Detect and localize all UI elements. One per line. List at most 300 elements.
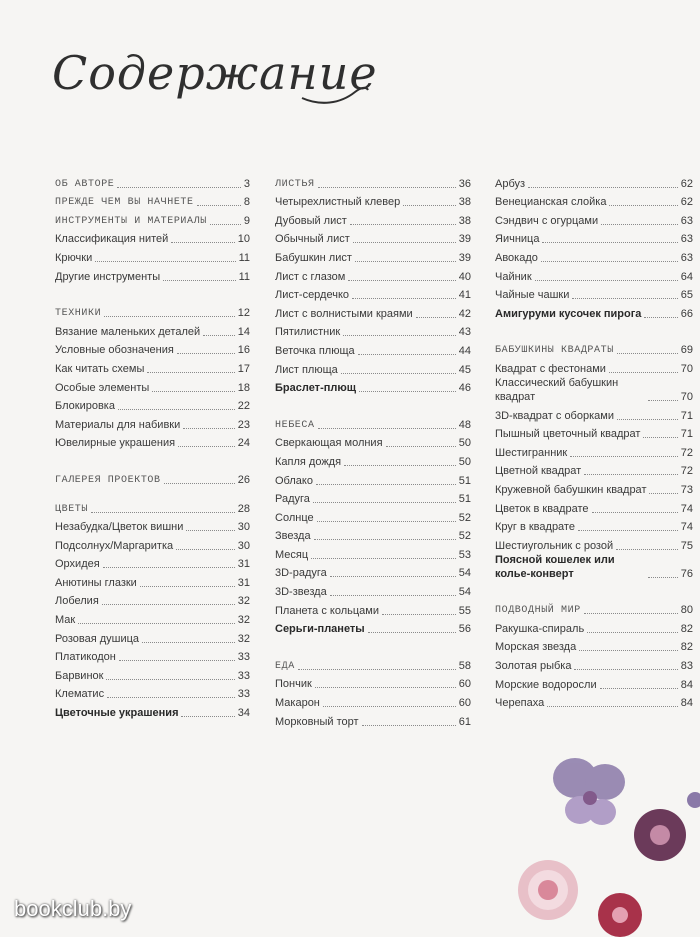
- toc-page-number: 72: [680, 465, 693, 478]
- toc-page-number: 14: [237, 325, 250, 338]
- toc-dot-leader: [315, 687, 456, 688]
- toc-entry: [495, 478, 693, 497]
- toc-entry: [275, 710, 471, 729]
- toc-entry-title: Обычный лист: [275, 233, 350, 246]
- toc-dot-leader: [362, 725, 456, 726]
- toc-page-number: 60: [458, 678, 471, 691]
- toc-entry-title: Шестигранник: [495, 446, 568, 459]
- toc-section-heading: [495, 599, 693, 618]
- toc-page-number: 63: [680, 214, 693, 227]
- toc-entry-title: Чайник: [495, 270, 532, 283]
- toc-entry: [495, 460, 693, 479]
- toc-entry-title: Веточка плюща: [275, 344, 355, 357]
- toc-page-number: 82: [680, 641, 693, 654]
- toc-entry-title: Капля дождя: [275, 455, 342, 468]
- toc-entry: [275, 525, 471, 544]
- toc-entry-title: Морская звезда: [495, 641, 577, 654]
- toc-entry: [495, 228, 693, 247]
- toc-entry: [275, 562, 471, 581]
- toc-dot-leader: [535, 280, 678, 281]
- toc-entry: [55, 376, 250, 395]
- toc-dot-leader: [117, 187, 240, 188]
- toc-entry: [495, 423, 693, 442]
- toc-dot-leader: [644, 317, 677, 318]
- toc-page-number: 55: [458, 604, 471, 617]
- toc-dot-leader: [648, 400, 678, 401]
- toc-dot-leader: [104, 316, 235, 317]
- toc-dot-leader: [617, 353, 678, 354]
- toc-page-number: 62: [680, 196, 693, 209]
- toc-entry: [275, 618, 471, 637]
- toc-page-number: 40: [458, 270, 471, 283]
- toc-dot-leader: [203, 335, 235, 336]
- toc-entry-title: Морковный торт: [275, 715, 359, 728]
- toc-page-number: 42: [458, 307, 471, 320]
- toc-entry: [495, 441, 693, 460]
- toc-page-number: 52: [458, 530, 471, 543]
- toc-entry-title: ЦВЕТЫ: [55, 503, 89, 515]
- toc-entry-title: 3D-квадрат с оборками: [495, 409, 614, 422]
- toc-entry: [55, 395, 250, 414]
- toc-page-number: 61: [458, 715, 471, 728]
- toc-dot-leader: [164, 483, 235, 484]
- toc-entry-title: Особые элементы: [55, 381, 150, 394]
- toc-entry: [275, 580, 471, 599]
- page-title: Содержание: [52, 46, 378, 100]
- toc-dot-leader: [578, 530, 678, 531]
- toc-dot-leader: [118, 409, 235, 410]
- toc-page-number: 69: [680, 344, 693, 357]
- toc-dot-leader: [609, 372, 678, 373]
- toc-entry-title: Солнце: [275, 511, 314, 524]
- toc-entry: [275, 450, 471, 469]
- toc-entry: [495, 209, 693, 228]
- toc-entry: [55, 683, 250, 702]
- toc-entry: [495, 357, 693, 376]
- toc-entry-title: Венецианская слойка: [495, 196, 607, 209]
- toc-page-number: 84: [680, 697, 693, 710]
- toc-entry-title: ЛИСТЬЯ: [275, 178, 315, 190]
- toc-entry: [275, 339, 471, 358]
- toc-page-number: 56: [458, 623, 471, 636]
- toc-entry: [495, 172, 693, 191]
- toc-dot-leader: [316, 484, 456, 485]
- toc-page-number: 8: [243, 196, 250, 209]
- toc-entry: [55, 571, 250, 590]
- toc-entry-title: Серьги-планеты: [275, 623, 365, 636]
- toc-entry: [275, 432, 471, 451]
- toc-section-heading: [55, 302, 250, 321]
- toc-page-number: 48: [458, 418, 471, 431]
- toc-dot-leader: [570, 456, 678, 457]
- toc-section-heading: [275, 654, 471, 673]
- toc-section-heading: [55, 209, 250, 228]
- toc-dot-leader: [106, 679, 234, 680]
- toc-page-number: 82: [680, 622, 693, 635]
- toc-dot-leader: [587, 632, 678, 633]
- toc-dot-leader: [91, 512, 235, 513]
- toc-entry: [55, 534, 250, 553]
- toc-entry: [495, 265, 693, 284]
- toc-dot-leader: [178, 446, 235, 447]
- toc-page-number: 70: [680, 362, 693, 375]
- toc-page-number: 65: [680, 289, 693, 302]
- toc-entry: [495, 673, 693, 692]
- toc-dot-leader: [528, 187, 678, 188]
- toc-entry-title: Пятилистник: [275, 326, 341, 339]
- toc-dot-leader: [382, 614, 456, 615]
- toc-entry: [495, 692, 693, 711]
- toc-page-number: 74: [680, 502, 693, 515]
- toc-spacer: [55, 284, 250, 302]
- toc-dot-leader: [142, 642, 235, 643]
- toc-entry: [495, 654, 693, 673]
- toc-entry-title: Облако: [275, 474, 313, 487]
- toc-entry: [55, 432, 250, 451]
- toc-spacer: [275, 395, 471, 413]
- toc-section-heading: [275, 172, 471, 191]
- toc-spacer: [275, 636, 471, 654]
- toc-entry-title: Кружевной бабушкин квадрат: [495, 483, 647, 496]
- toc-page-number: 50: [458, 437, 471, 450]
- toc-section-heading: [495, 339, 693, 358]
- toc-page-number: 63: [680, 251, 693, 264]
- toc-entry-title: Макарон: [275, 697, 320, 710]
- toc-dot-leader: [181, 716, 234, 717]
- toc-entry-title: Цветок в квадрате: [495, 502, 589, 515]
- toc-page-number: 46: [458, 382, 471, 395]
- toc-dot-leader: [311, 558, 456, 559]
- toc-dot-leader: [542, 242, 677, 243]
- toc-dot-leader: [314, 539, 456, 540]
- toc-page-number: 66: [680, 307, 693, 320]
- toc-dot-leader: [341, 373, 456, 374]
- toc-page-number: 38: [458, 196, 471, 209]
- toc-entry: [275, 228, 471, 247]
- toc-dot-leader: [348, 280, 455, 281]
- toc-entry: [495, 553, 693, 581]
- toc-entry-title: Клематис: [55, 688, 105, 701]
- toc-entry-title: Бабушкин лист: [275, 251, 352, 264]
- toc-dot-leader: [359, 391, 456, 392]
- toc-page-number: 71: [680, 428, 693, 441]
- toc-entry: [495, 246, 693, 265]
- purple-flower-motif: [634, 809, 686, 861]
- toc-dot-leader: [416, 317, 456, 318]
- toc-entry-title: Поясной кошелек или колье-конверт: [495, 553, 615, 580]
- pink-round-motif: [518, 860, 578, 920]
- toc-entry-title: Амигуруми кусочек пирога: [495, 307, 642, 320]
- toc-spacer: [55, 487, 250, 497]
- toc-entry-title: Цветной квадрат: [495, 465, 582, 478]
- toc-entry: [275, 302, 471, 321]
- toc-page-number: 53: [458, 548, 471, 561]
- toc-section-heading: [55, 191, 250, 210]
- toc-page-number: 43: [458, 326, 471, 339]
- toc-dot-leader: [163, 280, 235, 281]
- toc-page-number: 33: [237, 688, 250, 701]
- toc-page-number: 38: [458, 214, 471, 227]
- toc-entry-title: Лист с глазом: [275, 270, 346, 283]
- toc-entry: [55, 627, 250, 646]
- toc-dot-leader: [648, 577, 678, 578]
- toc-page-number: 63: [680, 233, 693, 246]
- toc-entry-title: Месяц: [275, 548, 309, 561]
- toc-entry: [275, 543, 471, 562]
- toc-page-number: 62: [680, 177, 693, 190]
- toc-entry: [495, 404, 693, 423]
- toc-page-number: 58: [458, 659, 471, 672]
- toc-dot-leader: [541, 261, 678, 262]
- toc-dot-leader: [643, 437, 677, 438]
- toc-dot-leader: [358, 354, 456, 355]
- toc-entry: [55, 664, 250, 683]
- toc-dot-leader: [343, 335, 456, 336]
- toc-entry-title: Мак: [55, 614, 76, 627]
- toc-page-number: 84: [680, 678, 693, 691]
- toc-section-heading: [55, 468, 250, 487]
- toc-entry-title: Лобелия: [55, 595, 99, 608]
- toc-page-number: 26: [237, 473, 250, 486]
- toc-entry-title: Планета с кольцами: [275, 604, 380, 617]
- butterfly-motif: [553, 758, 625, 825]
- toc-dot-leader: [183, 428, 235, 429]
- toc-dot-leader: [547, 706, 677, 707]
- toc-dot-leader: [584, 474, 678, 475]
- toc-dot-leader: [616, 549, 678, 550]
- toc-dot-leader: [368, 632, 456, 633]
- toc-dot-leader: [318, 428, 456, 429]
- toc-entry-title: Блокировка: [55, 400, 115, 413]
- toc-entry: [275, 506, 471, 525]
- toc-entry-title: Подсолнух/Маргаритка: [55, 539, 174, 552]
- toc-dot-leader: [171, 242, 234, 243]
- toc-entry-title: Круг в квадрате: [495, 521, 575, 534]
- toc-page-number: 60: [458, 697, 471, 710]
- toc-page-number: 32: [237, 595, 250, 608]
- toc-page-number: 83: [680, 660, 693, 673]
- toc-dot-leader: [601, 224, 678, 225]
- toc-dot-leader: [353, 242, 456, 243]
- toc-entry-title: ТЕХНИКИ: [55, 308, 102, 320]
- toc-dot-leader: [386, 446, 456, 447]
- toc-entry: [55, 646, 250, 665]
- toc-dot-leader: [102, 604, 235, 605]
- toc-page-number: 30: [237, 521, 250, 534]
- toc-dot-leader: [186, 530, 234, 531]
- toc-entry-title: Барвинок: [55, 669, 104, 682]
- toc-entry: [275, 488, 471, 507]
- toc-page-number: 24: [237, 437, 250, 450]
- toc-entry-title: Пышный цветочный квадрат: [495, 428, 641, 441]
- toc-entry: [55, 246, 250, 265]
- toc-dot-leader: [147, 372, 234, 373]
- toc-dot-leader: [176, 549, 235, 550]
- toc-entry: [275, 246, 471, 265]
- toc-page-number: 17: [237, 362, 250, 375]
- toc-entry-title: Как читать схемы: [55, 362, 145, 375]
- toc-page-number: 33: [237, 669, 250, 682]
- toc-column-1: [55, 172, 250, 720]
- toc-dot-leader: [330, 576, 456, 577]
- toc-page-number: 11: [238, 270, 250, 283]
- toc-entry: [495, 617, 693, 636]
- toc-entry-title: Радуга: [275, 493, 310, 506]
- toc-entry-title: Другие инструменты: [55, 270, 161, 283]
- toc-page-number: 18: [237, 381, 250, 394]
- toc-page-number: 73: [680, 483, 693, 496]
- toc-section-heading: [275, 413, 471, 432]
- toc-entry-title: Ракушка-спираль: [495, 622, 585, 635]
- toc-entry-title: Условные обозначения: [55, 344, 174, 357]
- toc-page-number: 45: [458, 363, 471, 376]
- toc-dot-leader: [403, 205, 456, 206]
- toc-column-2: [275, 172, 471, 729]
- toc-entry: [55, 413, 250, 432]
- toc-dot-leader: [323, 706, 456, 707]
- toc-page-number: 51: [458, 474, 471, 487]
- toc-entry-title: Материалы для набивки: [55, 418, 181, 431]
- toc-dot-leader: [140, 586, 235, 587]
- toc-entry-title: Браслет-плющ: [275, 382, 357, 395]
- toc-page-number: 16: [237, 344, 250, 357]
- toc-dot-leader: [609, 205, 677, 206]
- toc-entry-title: Звезда: [275, 530, 311, 543]
- toc-entry-title: Сверкающая молния: [275, 437, 383, 450]
- toc-page-number: 11: [238, 251, 250, 264]
- toc-entry-title: Яичница: [495, 233, 540, 246]
- toc-entry-title: НЕБЕСА: [275, 419, 315, 431]
- toc-page-number: 52: [458, 511, 471, 524]
- toc-dot-leader: [78, 623, 235, 624]
- toc-entry-title: ГАЛЕРЕЯ ПРОЕКТОВ: [55, 474, 161, 486]
- toc-entry: [55, 320, 250, 339]
- toc-page-number: 64: [680, 270, 693, 283]
- toc-page-number: 54: [458, 567, 471, 580]
- toc-section-heading: [55, 497, 250, 516]
- toc-page-number: 39: [458, 233, 471, 246]
- toc-dot-leader: [572, 298, 677, 299]
- toc-entry-title: Розовая душица: [55, 632, 140, 645]
- toc-entry: [275, 377, 471, 396]
- red-flower-motif: [598, 893, 642, 937]
- toc-section-heading: [55, 172, 250, 191]
- toc-page-number: 33: [237, 651, 250, 664]
- toc-entry-title: Квадрат с фестонами: [495, 362, 606, 375]
- toc-entry-title: БАБУШКИНЫ КВАДРАТЫ: [495, 345, 614, 357]
- toc-entry-title: Вязание маленьких деталей: [55, 325, 201, 338]
- toc-page-number: 41: [458, 289, 471, 302]
- toc-dot-leader: [600, 688, 678, 689]
- toc-entry: [275, 358, 471, 377]
- toc-dot-leader: [344, 465, 456, 466]
- toc-dot-leader: [103, 567, 235, 568]
- toc-column-3: [495, 172, 693, 710]
- toc-dot-leader: [355, 261, 456, 262]
- toc-entry-title: Платикодон: [55, 651, 116, 664]
- toc-entry: [495, 191, 693, 210]
- toc-entry-title: Черепаха: [495, 697, 545, 710]
- toc-entry: [55, 228, 250, 247]
- toc-entry-title: Орхидея: [55, 558, 100, 571]
- toc-entry-title: Анютины глазки: [55, 576, 137, 589]
- toc-entry-title: Морские водоросли: [495, 678, 597, 691]
- toc-dot-leader: [617, 419, 678, 420]
- toc-entry-title: Чайные чашки: [495, 289, 570, 302]
- toc-page-number: 71: [680, 409, 693, 422]
- toc-entry: [495, 636, 693, 655]
- toc-dot-leader: [298, 669, 456, 670]
- toc-entry-title: Сэндвич с огурцами: [495, 214, 599, 227]
- toc-entry: [495, 534, 693, 553]
- toc-dot-leader: [330, 595, 456, 596]
- toc-entry-title: Лист-сердечко: [275, 289, 350, 302]
- toc-dot-leader: [579, 650, 678, 651]
- toc-page-number: 72: [680, 446, 693, 459]
- toc-entry-title: ЕДА: [275, 660, 295, 672]
- toc-entry: [495, 284, 693, 303]
- toc-entry: [495, 516, 693, 535]
- toc-entry-title: Дубовый лист: [275, 214, 347, 227]
- toc-dot-leader: [649, 493, 677, 494]
- toc-entry-title: Ювелирные украшения: [55, 437, 176, 450]
- toc-spacer: [55, 450, 250, 468]
- toc-page-number: 28: [237, 502, 250, 515]
- toc-page-number: 32: [237, 632, 250, 645]
- toc-page-number: 74: [680, 521, 693, 534]
- toc-entry: [55, 357, 250, 376]
- toc-entry-title: Авокадо: [495, 251, 538, 264]
- toc-dot-leader: [317, 521, 456, 522]
- toc-dot-leader: [350, 224, 456, 225]
- toc-dot-leader: [574, 669, 677, 670]
- toc-spacer: [495, 321, 693, 339]
- toc-entry: [55, 553, 250, 572]
- toc-entry: [55, 701, 250, 720]
- toc-entry-title: Золотая рыбка: [495, 660, 572, 673]
- toc-page-number: 54: [458, 586, 471, 599]
- toc-entry: [275, 209, 471, 228]
- toc-page-number: 50: [458, 455, 471, 468]
- toc-entry-title: Лист плюща: [275, 363, 338, 376]
- toc-dot-leader: [152, 391, 234, 392]
- toc-entry: [55, 608, 250, 627]
- toc-page-number: 34: [237, 707, 250, 720]
- toc-dot-leader: [95, 261, 235, 262]
- toc-page-number: 36: [458, 177, 471, 190]
- toc-entry-title: Незабудка/Цветок вишни: [55, 521, 184, 534]
- toc-dot-leader: [592, 512, 678, 513]
- toc-entry: [55, 590, 250, 609]
- toc-page-number: 31: [237, 576, 250, 589]
- toc-entry-title: Цветочные украшения: [55, 707, 179, 720]
- toc-dot-leader: [313, 502, 456, 503]
- toc-entry-title: Арбуз: [495, 177, 526, 190]
- watermark: bookclub.by: [14, 896, 132, 921]
- toc-entry-title: ОБ АВТОРЕ: [55, 178, 115, 190]
- toc-dot-leader: [318, 187, 456, 188]
- toc-entry: [275, 469, 471, 488]
- toc-entry: [55, 339, 250, 358]
- toc-page-number: 44: [458, 344, 471, 357]
- toc-page-number: 76: [680, 567, 693, 580]
- toc-page-number: 10: [237, 233, 250, 246]
- toc-page-number: 39: [458, 251, 471, 264]
- title-swash-decoration: [300, 78, 370, 108]
- toc-entry: [495, 497, 693, 516]
- toc-dot-leader: [352, 298, 456, 299]
- toc-page-number: 75: [680, 539, 693, 552]
